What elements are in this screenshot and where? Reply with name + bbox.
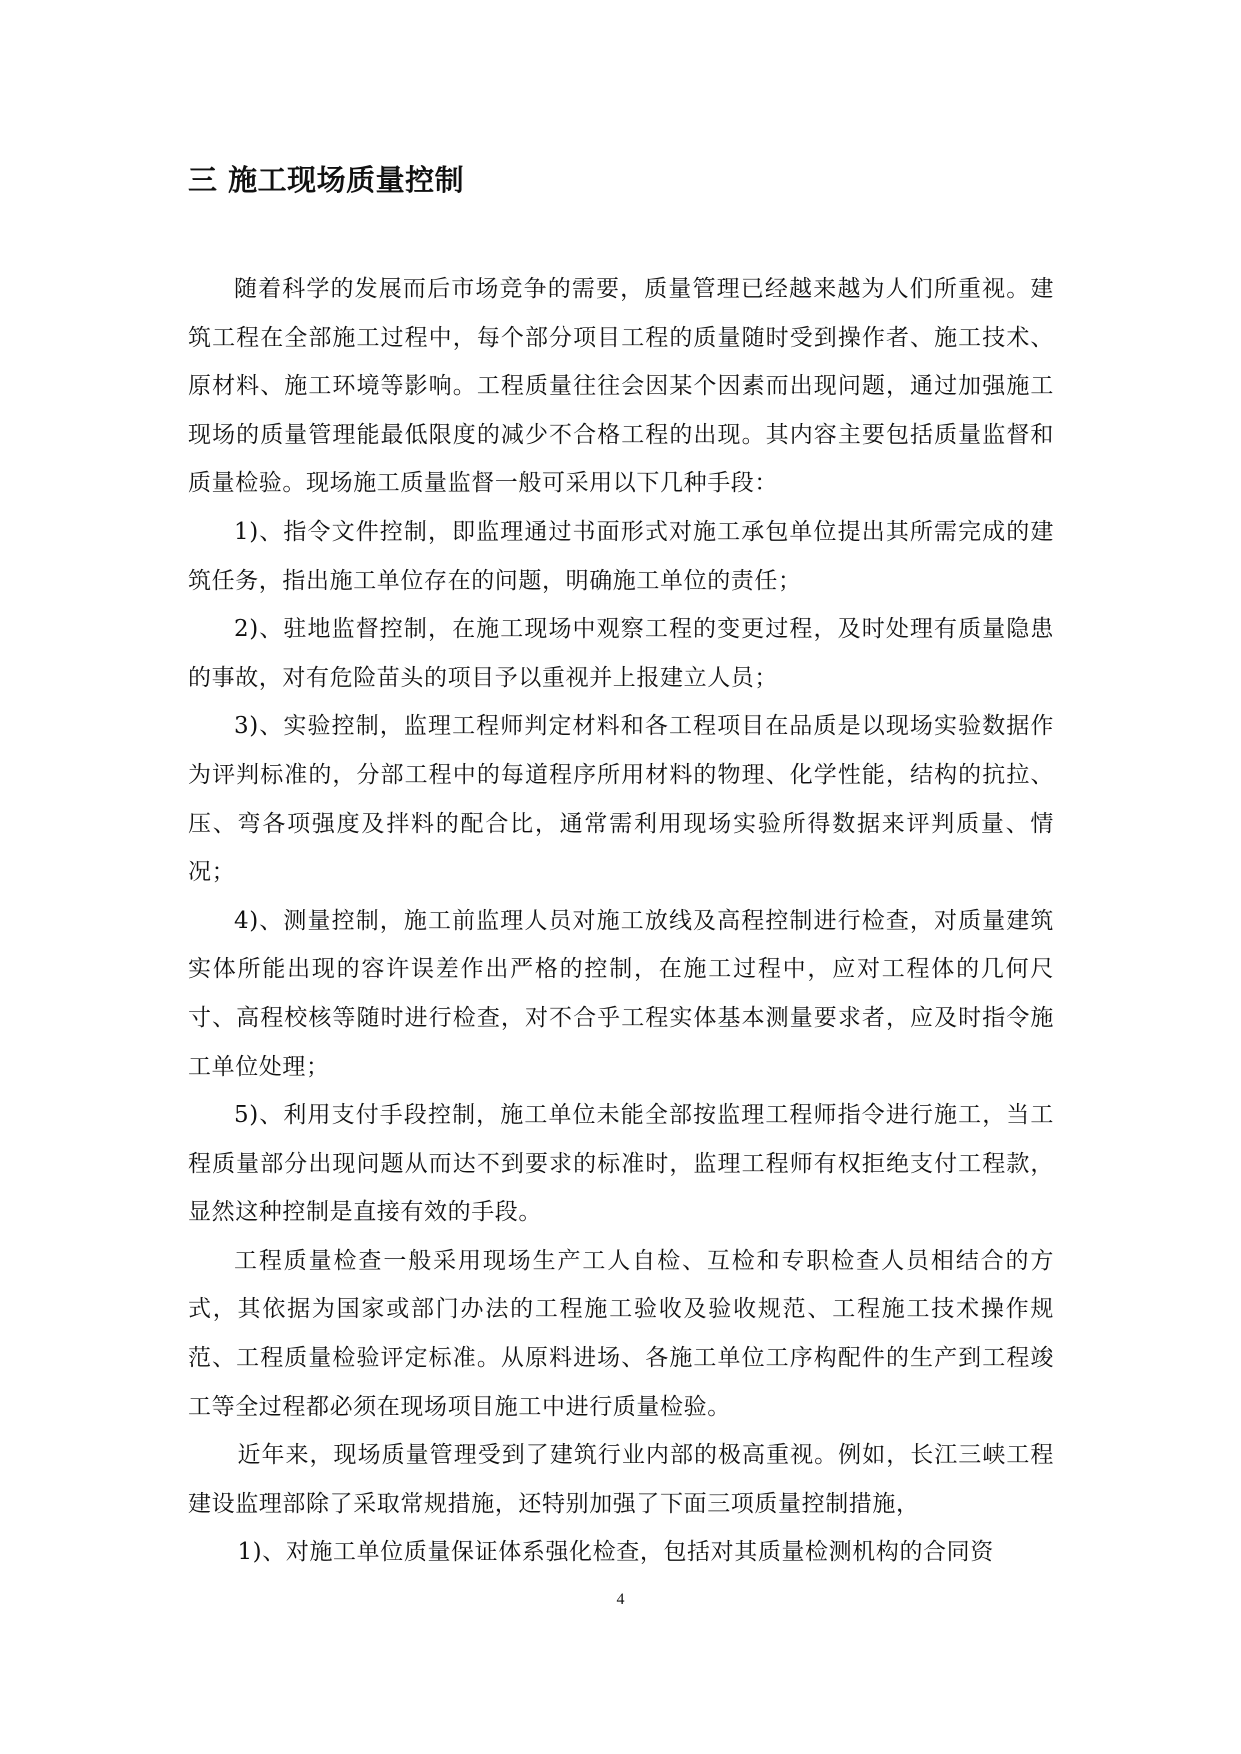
body-text xyxy=(188,265,1054,1577)
paragraph-item-2: 2)、驻地监督控制，在施工现场中观察工程的变更过程，及时处理有质量隐患的事故，对有危险苗头的项目予以重视并上报建立人员； xyxy=(188,616,1054,691)
paragraph-recent-years: 近年来，现场质量管理受到了建筑行业内部的极高重视。例如，长江三峡工程建设监理部除了采取常规措施，还特别加强了下面三项质量控制措施， xyxy=(188,1442,1054,1517)
paragraph-inspection: 工程质量检查一般采用现场生产工人自检、互检和专职检查人员相结合的方式，其依据为国家或部门办法的工程施工验收及验收规范、工程施工技术操作规范、工程质量检验评定标准。从原料进场、各施工单位工序构配件的生产到工程竣工等全过程都必须在现场项目施工中进行质量检验。 xyxy=(188,1247,1054,1420)
paragraph-item-1: 1)、指令文件控制，即监理通过书面形式对施工承包单位提出其所需完成的建筑任务，指出施工单位存在的问题，明确施工单位的责任； xyxy=(188,518,1054,594)
section-heading: 三 施工现场质量控制 xyxy=(188,163,465,197)
paragraph-measure-1: 1)、对施工单位质量保证体系强化检查，包括对其质量检测机构的合同资 xyxy=(237,1539,994,1566)
paragraph-item-3: 3)、实验控制，监理工程师判定材料和各工程项目在品质是以现场实验数据作为评判标准的，分部工程中的每道程序所用材料的物理、化学性能，结构的抗拉、压、弯各项强度及拌料的配合比，通常需利用现场实验所得数据来评判质量、情况； xyxy=(188,713,1054,886)
paragraph-item-5: 5)、利用支付手段控制，施工单位未能全部按监理工程师指令进行施工，当工程质量部分出现问题从而达不到要求的标准时，监理工程师有权拒绝支付工程款，显然这种控制是直接有效的手段。 xyxy=(188,1102,1054,1226)
paragraph-item-4: 4)、测量控制，施工前监理人员对施工放线及高程控制进行检查，对质量建筑实体所能出现的容许误差作出严格的控制，在施工过程中，应对工程体的几何尺寸、高程校核等随时进行检查，对不合乎工程实体基本测量要求者，应及时指令施工单位处理； xyxy=(188,907,1054,1080)
paragraph-intro: 随着科学的发展而后市场竞争的需要，质量管理已经越来越为人们所重视。建筑工程在全部施工过程中，每个部分项目工程的质量随时受到操作者、施工技术、原材料、施工环境等影响。工程质量往往会因某个因素而出现问题，通过加强施工现场的质量管理能最低限度的减少不合格工程的出现。其内容主要包括质量监督和质量检验。现场施工质量监督一般可采用以下几种手段： xyxy=(188,276,1054,497)
page-number: 4 xyxy=(616,1591,625,1608)
